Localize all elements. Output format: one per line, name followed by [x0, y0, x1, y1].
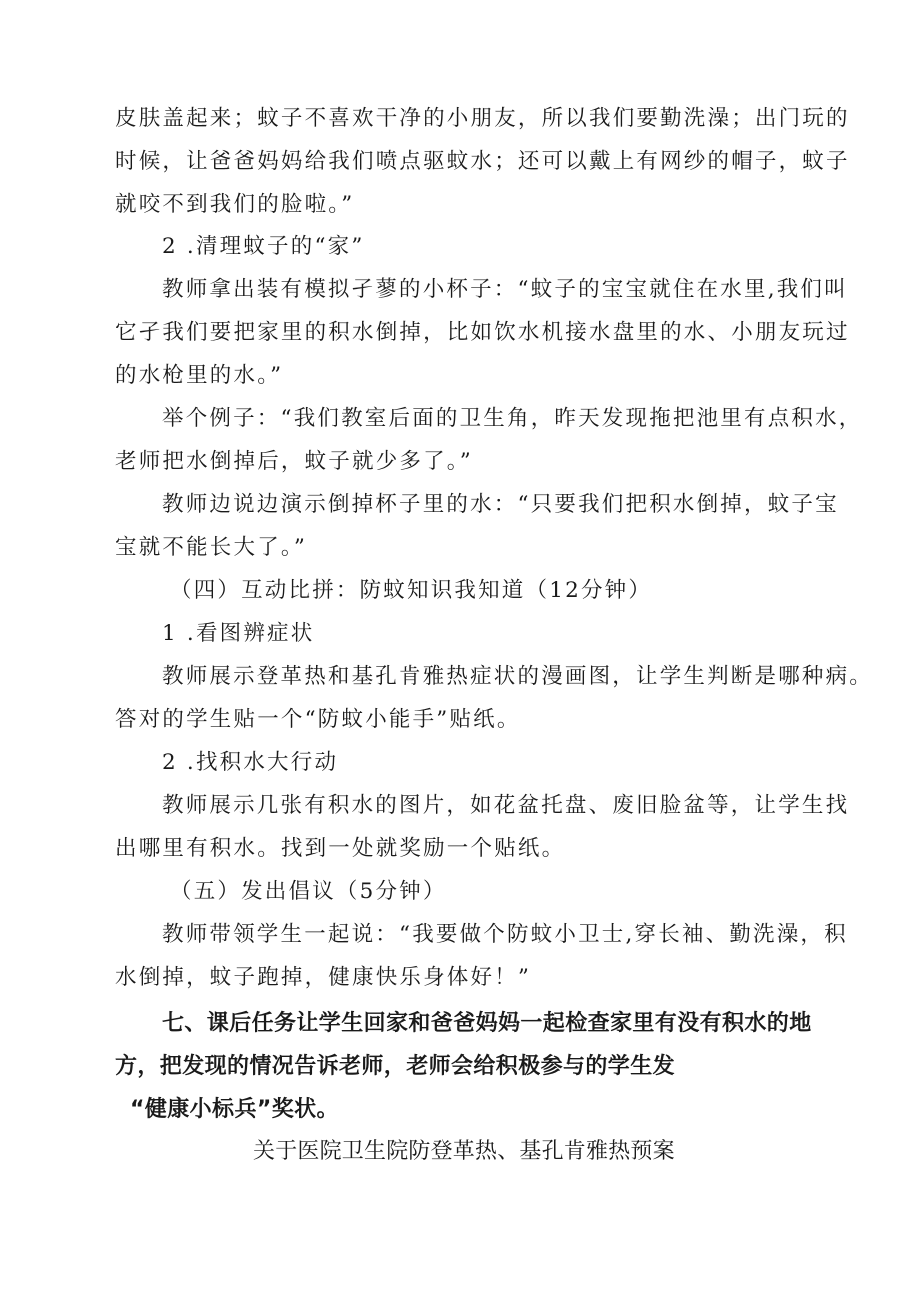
- body-text-line: 教师拿出装有模拟孑蓼的小杯子：“蚊子的宝宝就住在水里,我们叫: [162, 277, 848, 302]
- document-title: 关于医院卫生院防登革热、基孔肯雅热预案: [253, 1139, 675, 1164]
- body-text-line: 教师带领学生一起说：“我要做个防蚊小卫士,穿长袖、勤洗澡，积: [162, 922, 848, 947]
- body-text-line: 宝就不能长大了。”: [115, 535, 308, 560]
- body-text-line: 它孑我们要把家里的积水倒掉，比如饮水机接水盘里的水、小朋友玩过: [115, 320, 850, 345]
- body-text-line: 教师展示几张有积水的图片，如花盆托盘、废旧脸盆等，让学生找: [162, 793, 850, 818]
- body-text-line: 水倒掉，蚊子跑掉，健康快乐身体好！”: [115, 965, 532, 990]
- body-text-line: 时候，让爸爸妈妈给我们喷点驱蚊水；还可以戴上有网纱的帽子，蚊子: [115, 149, 850, 174]
- body-text-line: 答对的学生贴一个“防蚊小能手”贴纸。: [115, 707, 521, 732]
- task-paragraph-line: 方，把发现的情况告诉老师，老师会给积极参与的学生发: [115, 1054, 676, 1079]
- subheading-line: 1 .看图辨症状: [162, 621, 315, 646]
- subheading-line: 2 .找积水大行动: [162, 750, 339, 775]
- body-text-line: 出哪里有积水。找到一处就奖励一个贴纸。: [115, 836, 566, 861]
- section-heading-line: （五）发出倡议（5分钟）: [170, 879, 447, 904]
- body-text-line: 教师边说边演示倒掉杯子里的水：“只要我们把积水倒掉，蚊子宝: [162, 492, 839, 517]
- body-text-line: 皮肤盖起来；蚊子不喜欢干净的小朋友，所以我们要勤洗澡；出门玩的: [115, 106, 850, 131]
- task-paragraph-line: “健康小标兵”奖状。: [130, 1097, 339, 1122]
- body-text-line: 就咬不到我们的脸啦。”: [115, 192, 355, 217]
- task-paragraph-line: 七、课后任务让学生回家和爸爸妈妈一起检查家里有没有积水的地: [162, 1011, 812, 1036]
- body-text-line: 老师把水倒掉后，蚊子就少多了。”: [115, 449, 473, 474]
- body-text-line: 教师展示登革热和基孔肯雅热症状的漫画图，让学生判断是哪种病。: [162, 664, 874, 689]
- subheading-line: 2 .清理蚊子的“家”: [162, 234, 365, 259]
- body-text-line: 的水枪里的水。”: [115, 363, 284, 388]
- body-text-line: 举个例子：“我们教室后面的卫生角，昨天发现拖把池里有点积水，: [162, 406, 863, 431]
- section-heading-line: （四）互动比拼：防蚊知识我知道（12分钟）: [170, 578, 653, 603]
